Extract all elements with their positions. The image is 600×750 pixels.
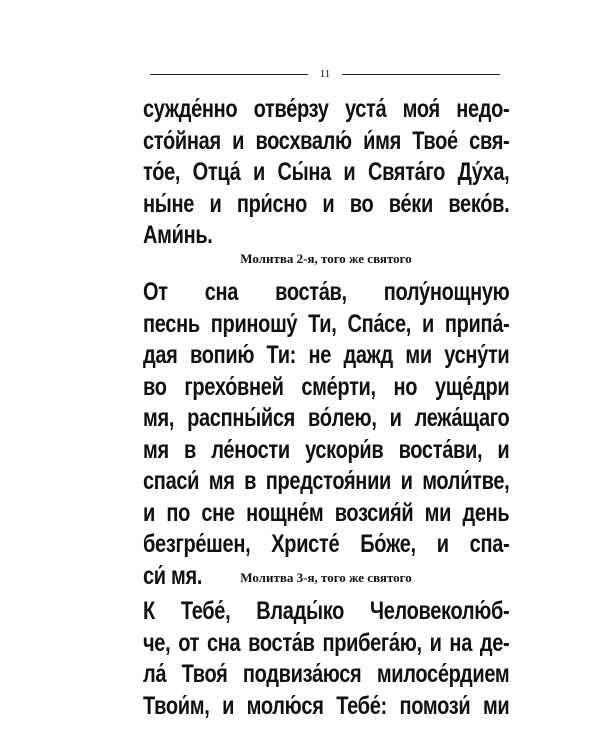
page-header — [150, 68, 500, 82]
header-rule-right — [342, 74, 500, 75]
text-line: песнь приношу́ Ти, Спа́се, и припа́- — [143, 309, 510, 338]
text-line: безгре́шен, Христе́ Бо́же, и спа- — [143, 530, 510, 558]
text-line: ны́не и при́сно и во ве́ки веко́в. — [143, 189, 510, 218]
text-line: то́е, Отца́ и Сы́на и Свята́го Ду́ха, — [143, 158, 510, 186]
prayer-2-text — [143, 277, 509, 592]
text-line: сто́йная и восхвалю́ и́мя Твое́ свя- — [143, 126, 510, 155]
text-line: От сна воста́в, полу́нощную — [143, 278, 510, 306]
prayer-3-heading: Молитва 3-я, того же святого — [240, 570, 412, 585]
prayer-1-ending — [143, 94, 509, 252]
text-line: Твои́м, и молю́ся Тебе́: помози́ ми — [143, 691, 510, 720]
header-rule-left — [150, 74, 308, 75]
text-line: че, от сна воста́в прибега́ю, и на де- — [143, 628, 510, 657]
text-line: си́ мя. — [143, 561, 203, 590]
text-line: мя в ле́ности ускори́в воста́ви, и — [143, 435, 510, 464]
text-line: и по сне нощне́м возсия́й ми день — [143, 498, 510, 527]
text-line: во грехо́вней сме́рти, но уще́дри — [143, 372, 510, 401]
text-line: дая вопию́ Ти: не дажд ми усну́ти — [143, 341, 510, 369]
text-line: мя, распны́йся во́лею, и лежа́щаго — [143, 404, 510, 432]
text-line: ла́ Твоя́ подвиза́юся милосе́рдием — [143, 660, 510, 688]
text-line: спаси́ мя в предстоя́нии и моли́тве, — [143, 467, 510, 495]
prayer-3-text — [143, 596, 509, 722]
text-line: сужде́нно отве́рзу уста́ моя́ недо- — [143, 95, 510, 123]
prayer-2-heading: Молитва 2-я, того же святого — [240, 251, 412, 266]
page-number: 11 — [319, 68, 331, 80]
text-line: К Тебе́, Влады́ко Человеколю́б- — [143, 597, 510, 625]
text-line: Ами́нь. — [143, 221, 213, 249]
